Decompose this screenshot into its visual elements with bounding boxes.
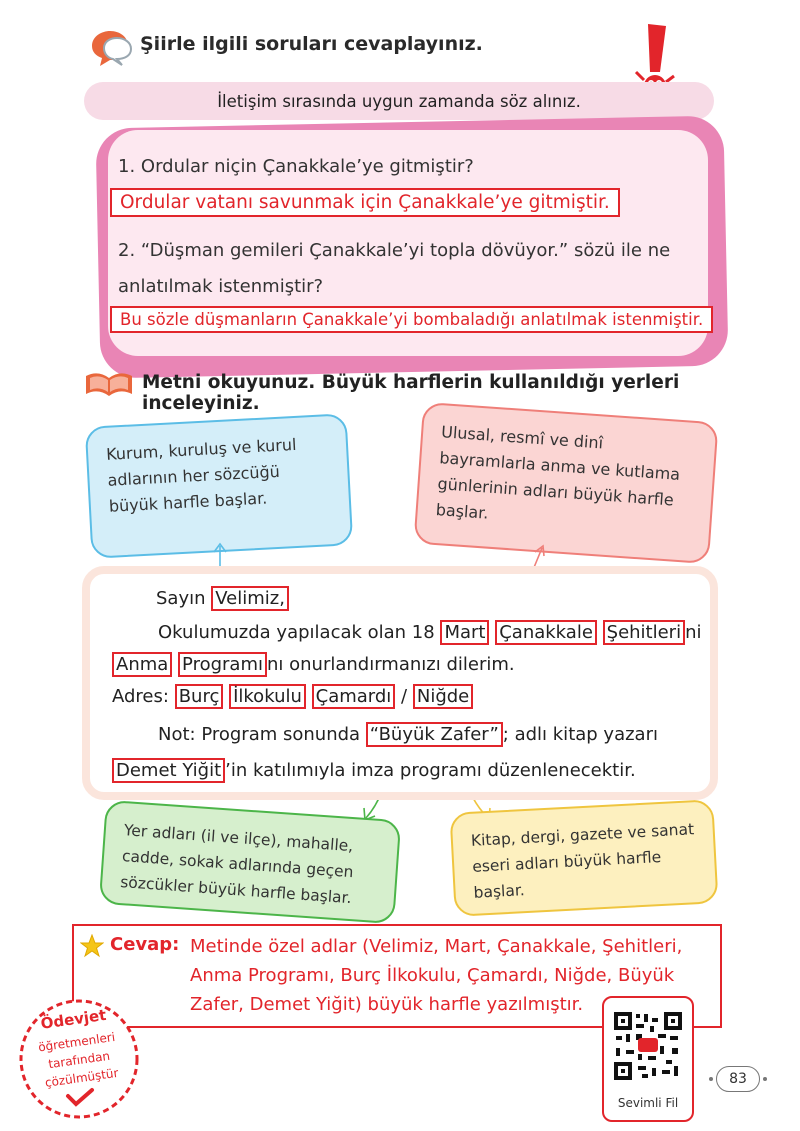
open-book-icon bbox=[84, 368, 134, 398]
answer-2: Bu sözle düşmanların Çanakkale’yi bombaladığı anlatılmak istenmiştir. bbox=[110, 306, 713, 333]
communication-tip-band: İletişim sırasında uygun zamanda söz alınız. bbox=[84, 82, 714, 120]
proper-noun-ilkokulu: İlkokulu bbox=[229, 684, 306, 709]
letter-line-3 bbox=[112, 654, 515, 675]
proper-noun-buyuk-zafer: “Büyük Zafer” bbox=[366, 722, 503, 747]
odevjet-stamp-logo bbox=[16, 996, 142, 1122]
letter-line-6 bbox=[112, 760, 636, 781]
letter-text: Sayın bbox=[156, 588, 206, 609]
letter-text: Okulumuzda yapılacak olan 18 bbox=[158, 622, 435, 643]
answer-text: Metinde özel adlar (Velimiz, Mart, Çanakkale, Şehitleri, Anma Programı, Burç İlkokulu, Çamardı, Niğde, Büyük Zafer, Demet Yiğit) büyük harfle yazılmıştır. bbox=[190, 936, 683, 1015]
letter-text: / bbox=[401, 686, 408, 707]
proper-noun-burc: Burç bbox=[175, 684, 224, 709]
svg-text:öğretmenleri: öğretmenleri bbox=[37, 1029, 116, 1055]
letter-text: nı onurlandırmanızı dilerim. bbox=[266, 654, 515, 675]
speech-bubble-icon bbox=[86, 28, 134, 68]
proper-noun-canakkale: Çanakkale bbox=[495, 620, 597, 645]
answer-label: Cevap: bbox=[110, 934, 180, 955]
letter-text: ni bbox=[685, 622, 702, 643]
callout-place-names: Yer adları (il ve ilçe), mahalle, cadde, sokak adlarında geçen sözcükler büyük harfle başlar. bbox=[99, 800, 402, 924]
proper-noun-demet-yigit: Demet Yiğit bbox=[112, 758, 225, 783]
letter-line-1 bbox=[156, 588, 289, 609]
qr-code-icon[interactable] bbox=[612, 1010, 684, 1082]
proper-noun-mart: Mart bbox=[440, 620, 489, 645]
section-heading-poem-questions: Şiirle ilgili soruları cevaplayınız. bbox=[140, 33, 483, 55]
page-number: 83 bbox=[716, 1066, 760, 1092]
letter-line-5 bbox=[158, 724, 658, 745]
star-icon bbox=[80, 934, 104, 958]
section-heading-read-text: Metni okuyunuz. Büyük harflerin kullanıldığı yerleri inceleyiniz. bbox=[142, 372, 680, 414]
qr-label: Sevimli Fil bbox=[617, 1096, 679, 1110]
svg-text:tarafından: tarafından bbox=[47, 1048, 111, 1072]
letter-line-2 bbox=[158, 622, 702, 643]
proper-noun-velimiz: Velimiz, bbox=[211, 586, 289, 611]
callout-institution-names: Kurum, kuruluş ve kurul adlarının her sözcüğü büyük harfle başlar. bbox=[85, 413, 354, 559]
proper-noun-camardi: Çamardı bbox=[312, 684, 396, 709]
question-2-line2: anlatılmak istenmiştir? bbox=[118, 276, 324, 297]
proper-noun-anma: Anma bbox=[112, 652, 172, 677]
question-2-line1: 2. “Düşman gemileri Çanakkale’yi topla dövüyor.” sözü ile ne bbox=[118, 240, 671, 261]
letter-text: Adres: bbox=[112, 686, 169, 707]
proper-noun-sehitleri: Şehitleri bbox=[603, 620, 685, 645]
letter-text: Not: Program sonunda bbox=[158, 724, 361, 745]
svg-text:Ödevjet: Ödevjet bbox=[39, 1005, 108, 1033]
proper-noun-programi: Programı bbox=[178, 652, 267, 677]
letter-text: ’in katılımıyla imza programı düzenlenecektir. bbox=[225, 760, 636, 781]
callout-work-names: Kitap, dergi, gazete ve sanat eseri adları büyük harfle başlar. bbox=[449, 799, 718, 917]
svg-text:çözülmüştür: çözülmüştür bbox=[44, 1065, 120, 1090]
letter-text: ; adlı kitap yazarı bbox=[502, 724, 658, 745]
answer-1: Ordular vatanı savunmak için Çanakkale’ye gitmiştir. bbox=[110, 188, 620, 217]
callout-holiday-names: Ulusal, resmî ve dinî bayramlarla anma ve kutlama günlerinin adları büyük harfle başlar. bbox=[413, 402, 718, 564]
question-1: 1. Ordular niçin Çanakkale’ye gitmiştir? bbox=[118, 156, 474, 177]
letter-line-4 bbox=[112, 686, 473, 707]
proper-noun-nigde: Niğde bbox=[413, 684, 473, 709]
